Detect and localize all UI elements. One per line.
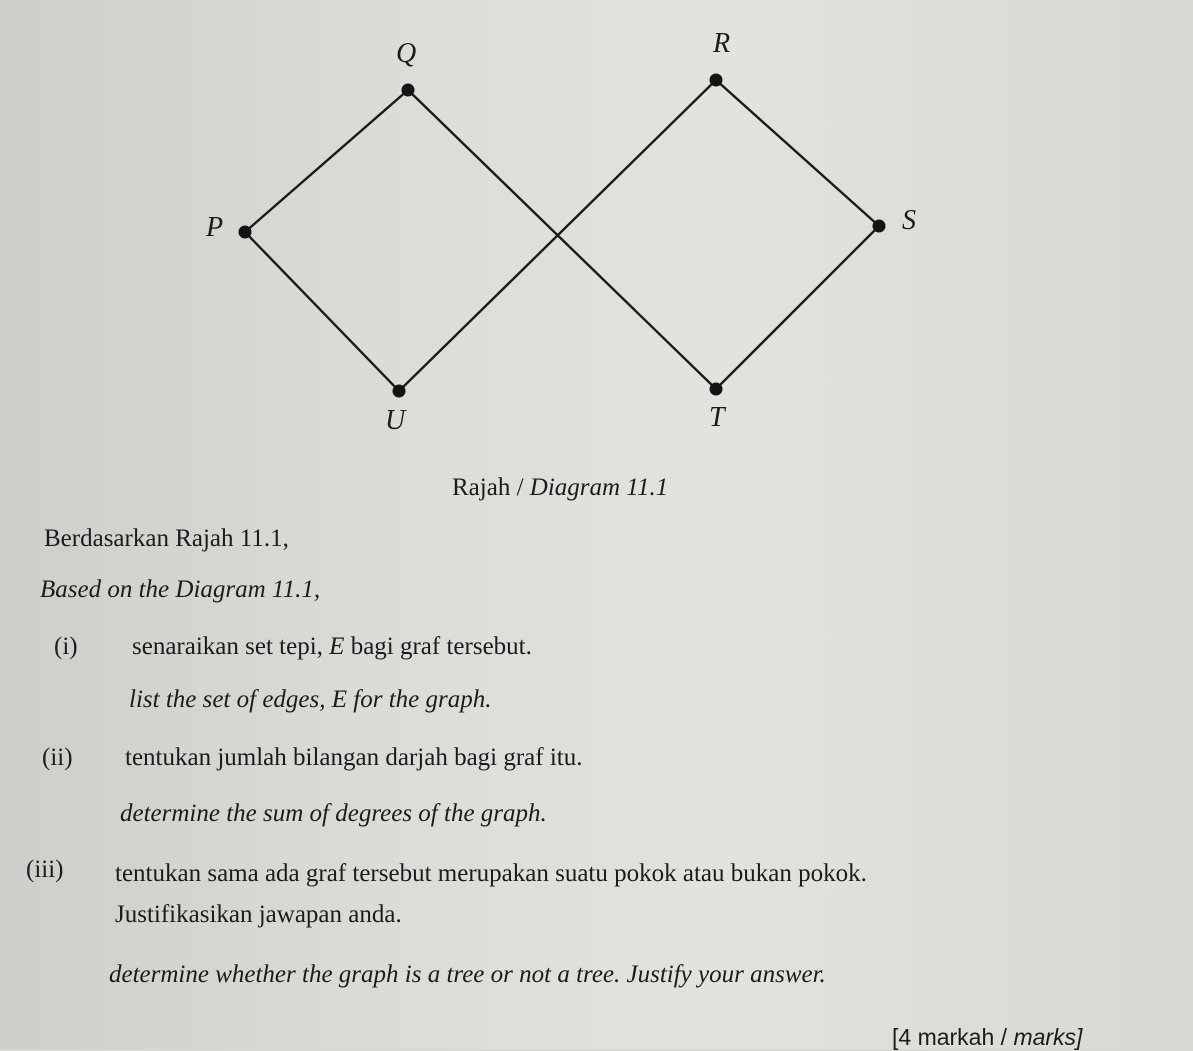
marks-allocation	[892, 1024, 1082, 1051]
question-i-english: list the set of edges, E for the graph.	[129, 686, 492, 713]
edge-p-q	[245, 90, 408, 232]
question-number-i: (i)	[54, 633, 78, 660]
diagram-caption	[452, 474, 668, 502]
intro-malay: Berdasarkan Rajah 11.1,	[44, 525, 289, 552]
vertex-label-u: U	[385, 405, 406, 436]
marks-malay: [4 markah /	[892, 1024, 1008, 1050]
caption-english: Diagram 11.1	[529, 474, 669, 501]
vertex-label-r: R	[713, 28, 731, 59]
vertex-s	[873, 220, 886, 233]
vertex-r	[710, 74, 723, 87]
question-ii-malay: tentukan jumlah bilangan darjah bagi graf itu.	[125, 744, 583, 771]
edge-p-u	[245, 232, 399, 391]
graph-diagram	[0, 0, 1193, 470]
question-ii-english: determine the sum of degrees of the graph.	[120, 800, 547, 827]
question-iii-malay-line1: tentukan sama ada graf tersebut merupakan suatu pokok atau bukan pokok.	[115, 860, 867, 887]
question-i-malay-var: E	[329, 633, 345, 660]
question-i-malay	[132, 633, 532, 661]
edge-s-t	[716, 226, 879, 389]
intro-english: Based on the Diagram 11.1,	[40, 576, 321, 603]
vertex-q	[402, 84, 415, 97]
question-number-iii: (iii)	[26, 856, 64, 883]
vertex-p	[239, 226, 252, 239]
question-i-malay-after: bagi graf tersebut.	[350, 633, 532, 660]
vertex-label-t: T	[709, 402, 725, 433]
question-i-malay-before: senaraikan set tepi,	[132, 633, 323, 660]
question-number-ii: (ii)	[42, 744, 73, 771]
vertex-label-q: Q	[396, 38, 417, 69]
vertex-t	[710, 383, 723, 396]
vertex-label-s: S	[902, 205, 916, 236]
marks-english: marks]	[1013, 1024, 1083, 1050]
edge-r-s	[716, 80, 879, 226]
edge-q-t	[408, 90, 716, 389]
vertex-u	[393, 385, 406, 398]
question-iii-malay-line2: Justifikasikan jawapan anda.	[115, 901, 402, 928]
caption-malay: Rajah /	[452, 474, 524, 501]
vertex-label-p: P	[206, 212, 224, 243]
question-iii-english: determine whether the graph is a tree or not a tree. Justify your answer.	[109, 961, 826, 988]
